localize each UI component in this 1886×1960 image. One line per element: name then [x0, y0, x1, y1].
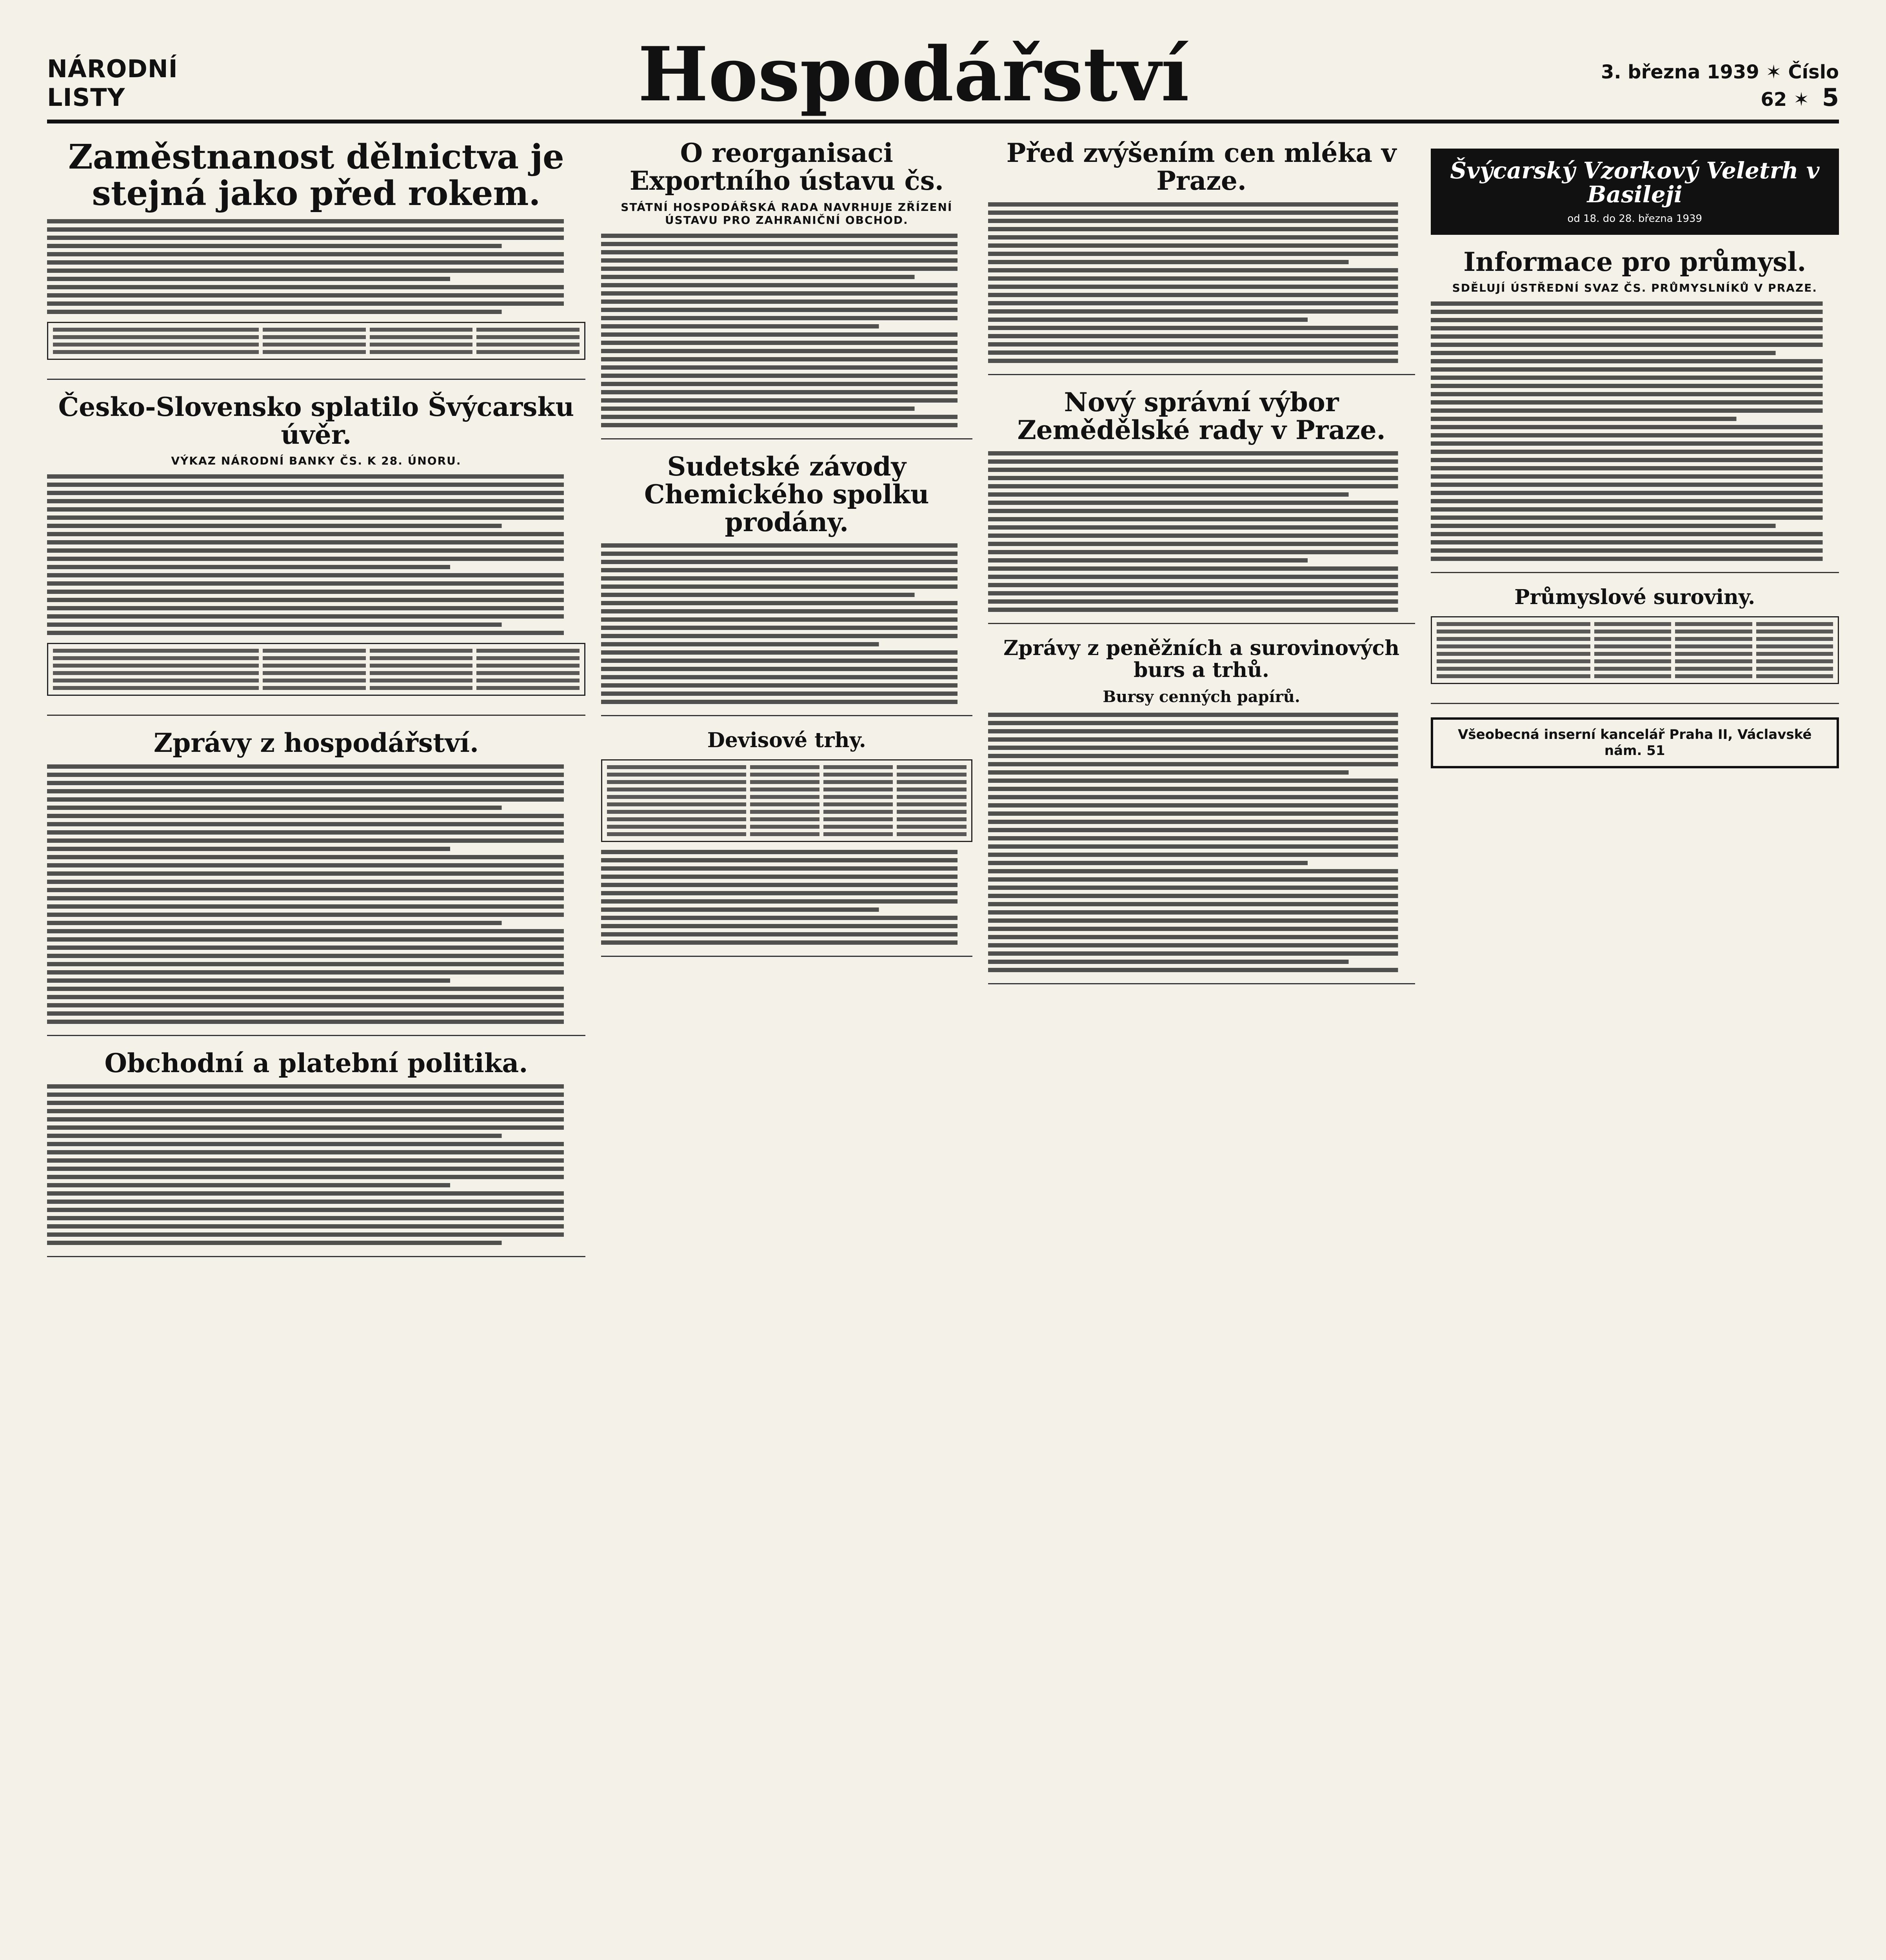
export-institute-headline: O reorganisaci Exportního ústavu čs. [629, 139, 944, 196]
swiss-loan-headline: Česko-Slovensko splatilo Švýcarsku úvěr. [58, 391, 574, 450]
swiss-loan-article [47, 393, 585, 716]
agricultural-board-article [988, 388, 1415, 624]
page-number: 5 [1822, 83, 1839, 112]
currency-table [601, 759, 972, 842]
masthead [47, 31, 1839, 123]
raw-materials-headline: Průmyslové suroviny. [1514, 585, 1755, 610]
swiss-fair-ad [1431, 149, 1839, 235]
trade-policy-headline: Obchodní a platební politika. [104, 1047, 528, 1078]
employment-body [47, 219, 585, 314]
economic-news-article [47, 729, 585, 1036]
economic-news-body [47, 764, 585, 1024]
center-left-column [601, 139, 972, 1960]
agricultural-board-body [988, 451, 1415, 612]
currency-notes [601, 850, 972, 945]
stock-exchange-heading: Bursy cenných papírů. [1103, 688, 1300, 706]
employment-headline: Zaměstnanost dělnictva je stejná jako před rokem. [68, 139, 564, 213]
issue-date-and-number: 3. března 1939 ✶ Číslo 62 ✶ [1601, 61, 1839, 111]
export-institute-article [601, 139, 972, 439]
industry-info-subhead: SDĚLUJÍ ÚSTŘEDNÍ SVAZ ČS. PRŮMYSLNÍKŮ V PRAZE. [1452, 281, 1817, 295]
industry-info-body [1431, 301, 1839, 561]
currency-rates-block [601, 730, 972, 957]
swiss-fair-ad-title: Švýcarský Vzorkový Veletrh v Basileji [1450, 157, 1820, 208]
section-title: Hospodářství [638, 31, 1190, 118]
agricultural-board-headline: Nový správní výbor Zemědělské rady v Praze. [1017, 387, 1386, 445]
export-institute-subhead: STÁTNÍ HOSPODÁŘSKÁ RADA NAVRHUJE ZŘÍZENÍ ÚSTAVU PRO ZAHRANIČNÍ OBCHOD. [621, 200, 953, 227]
milk-prices-headline: Před zvýšením cen mléka v Praze. [1006, 139, 1397, 196]
chemical-plants-headline: Sudetské závody Chemického spolku prodány. [644, 451, 929, 538]
paper-name: NÁRODNÍ LISTY [47, 54, 178, 112]
chemical-plants-article [601, 453, 972, 717]
markets-news-headline: Zprávy z peněžních a surovinových burs a trhů. [1003, 636, 1400, 682]
export-institute-body [601, 234, 972, 427]
milk-prices-body [988, 202, 1415, 363]
chemical-plants-body [601, 543, 972, 704]
issue-meta [1584, 61, 1839, 112]
left-column [47, 139, 585, 1960]
trade-policy-body [47, 1084, 585, 1245]
swiss-loan-body [47, 474, 585, 635]
markets-news-article [988, 637, 1415, 984]
right-column [1431, 139, 1839, 1960]
raw-materials-article [1431, 586, 1839, 704]
markets-news-body [988, 713, 1415, 972]
swiss-loan-subhead: VÝKAZ NÁRODNÍ BANKY ČS. K 28. ÚNORU. [171, 454, 462, 468]
industry-info-headline: Informace pro průmysl. [1463, 246, 1806, 277]
economic-news-headline: Zprávy z hospodářství. [153, 728, 479, 759]
currency-rates-heading: Devisové trhy. [707, 728, 866, 753]
trade-policy-article [47, 1049, 585, 1257]
center-right-column [988, 139, 1415, 1960]
advertising-office-box: Všeobecná inserní kancelář Praha II, Václavské nám. 51 [1431, 717, 1839, 768]
employment-article [47, 139, 585, 380]
milk-prices-article [988, 139, 1415, 375]
raw-materials-table [1431, 616, 1839, 684]
article-grid [47, 139, 1839, 1960]
employment-table [47, 322, 585, 360]
bank-balance-table [47, 643, 585, 696]
swiss-fair-ad-subtitle: od 18. do 28. března 1939 [1567, 212, 1702, 225]
industry-info-article [1431, 248, 1839, 573]
